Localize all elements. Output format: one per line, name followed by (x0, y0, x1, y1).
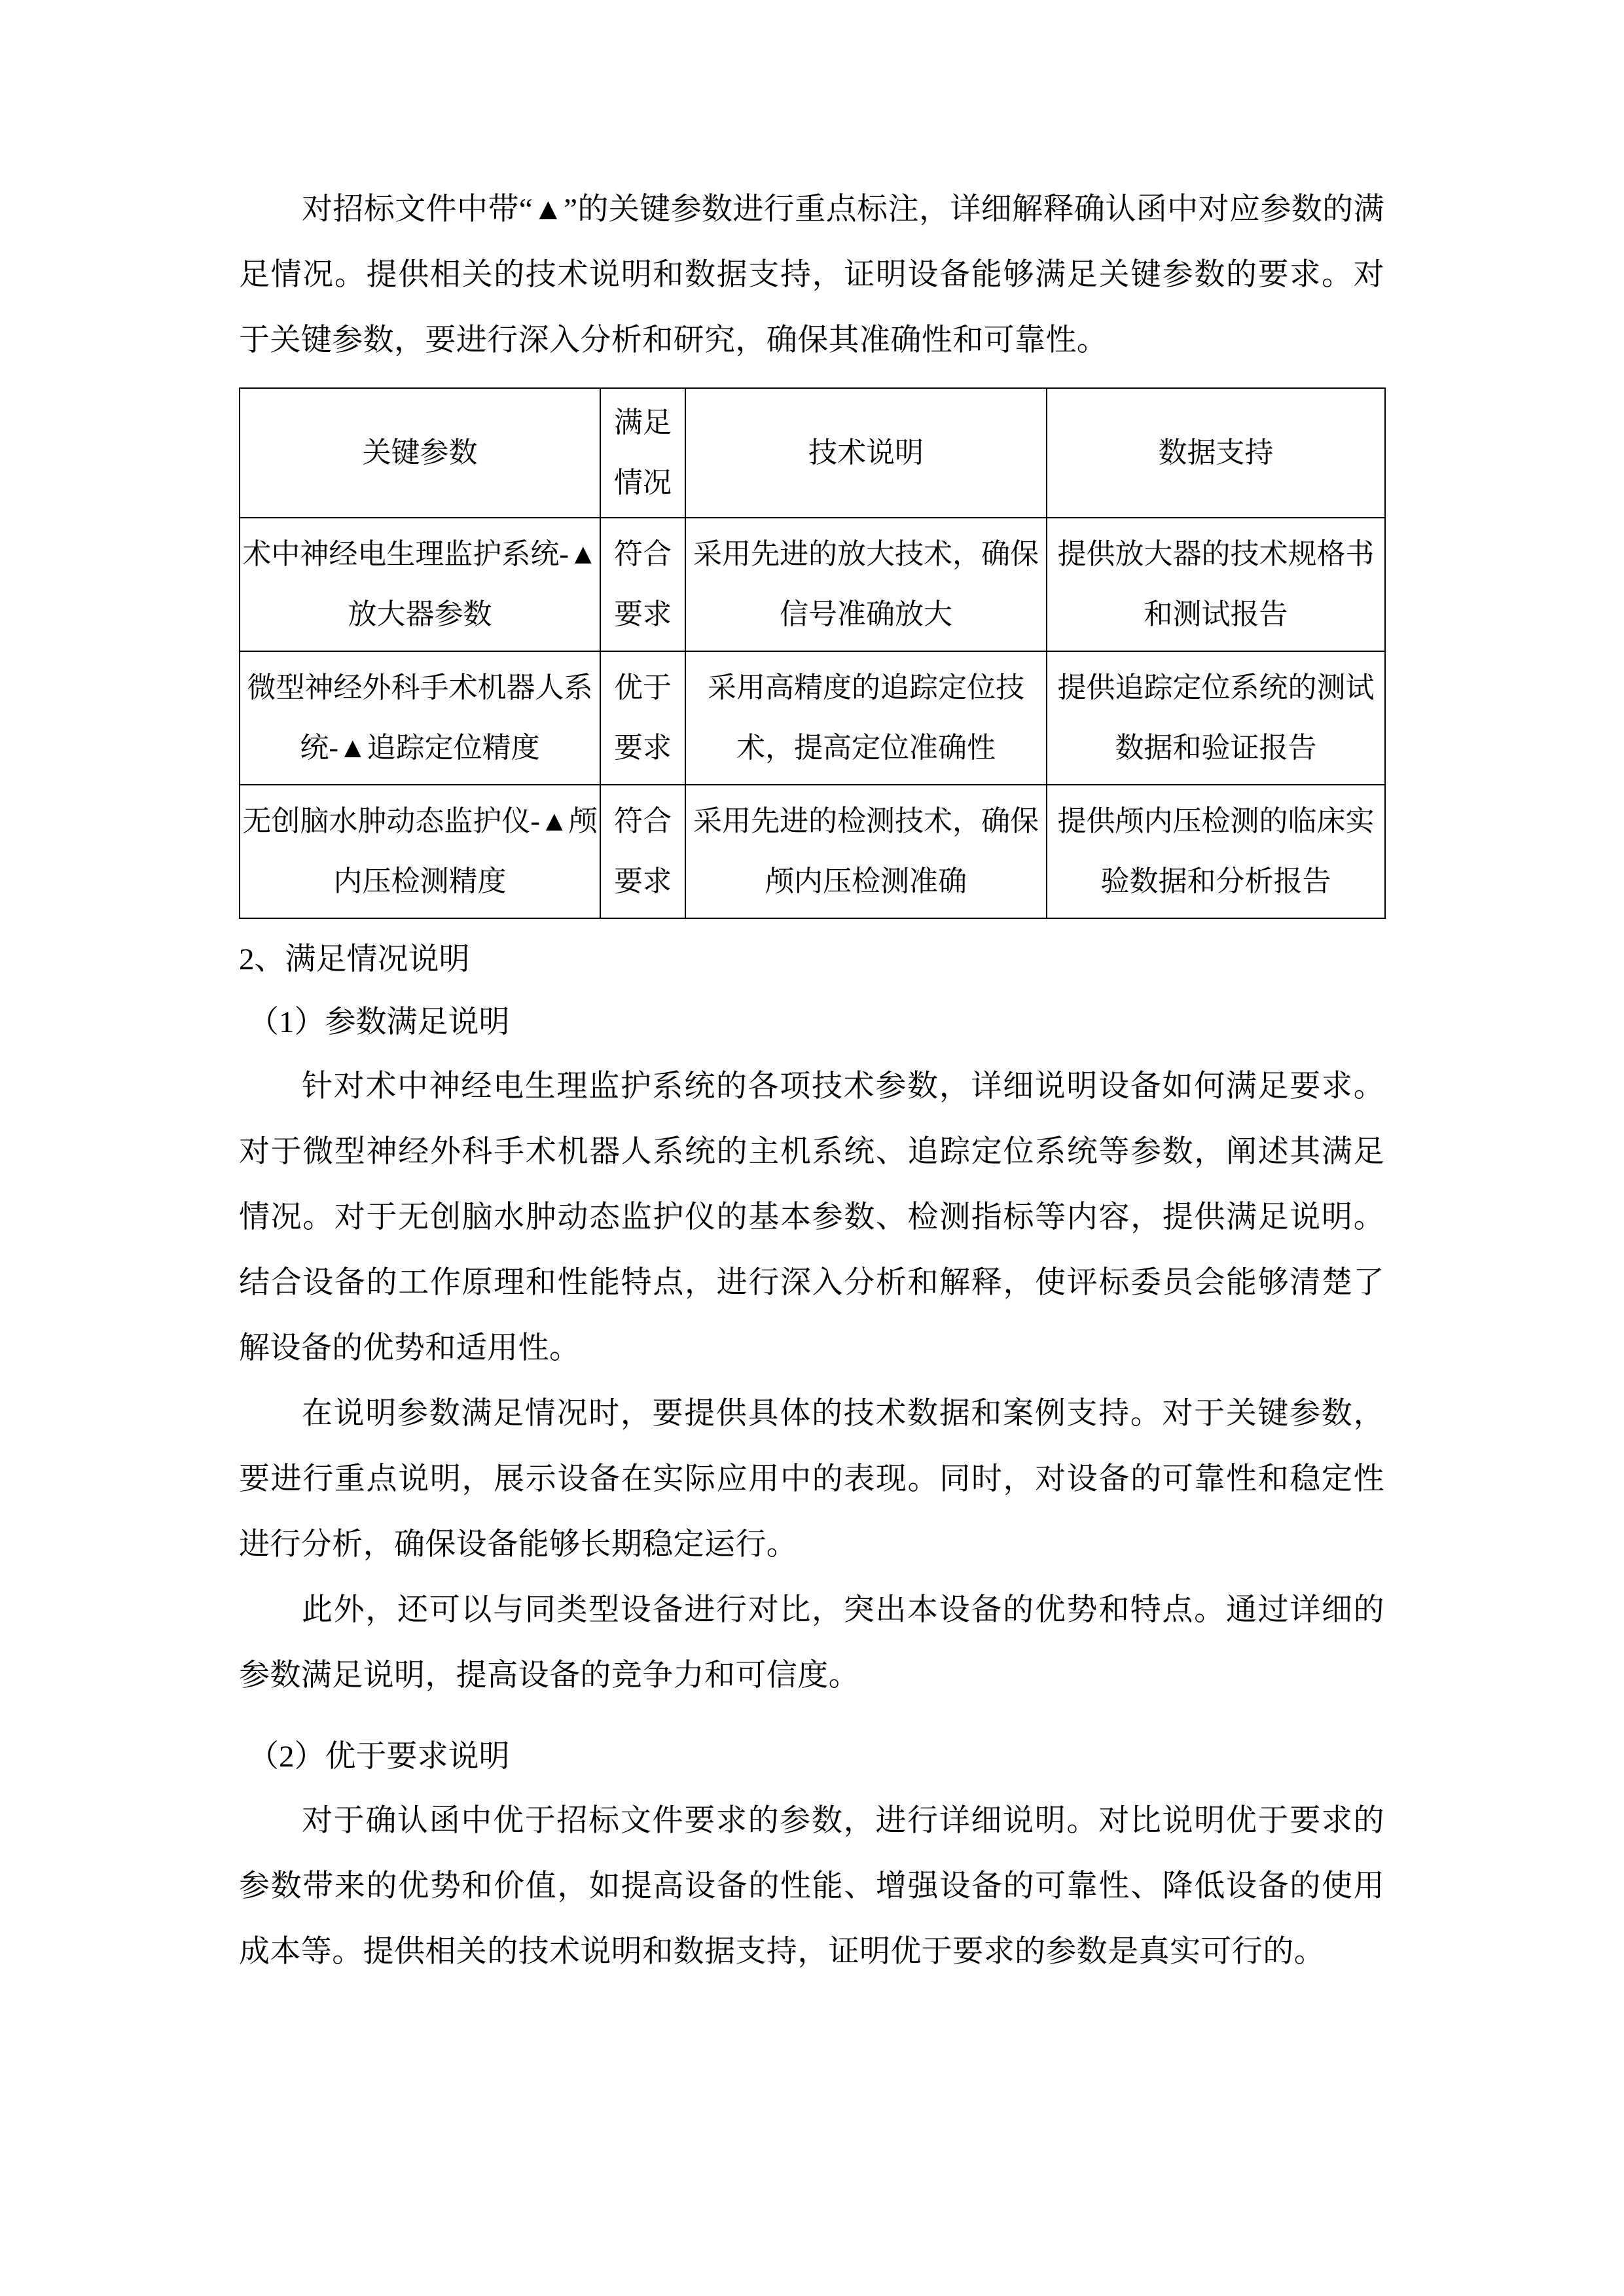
cell-compliance: 符合要求 (600, 785, 685, 918)
cell-data-support: 提供放大器的技术规格书和测试报告 (1047, 518, 1385, 651)
cell-parameter: 术中神经电生理监护系统-▲放大器参数 (240, 518, 600, 651)
subsection-heading-2: （2）优于要求说明 (248, 1740, 510, 1774)
cell-technical-note: 采用高精度的追踪定位技术，提高定位准确性 (685, 651, 1047, 785)
subsection-heading-1: （1）参数满足说明 (248, 1005, 510, 1039)
table-row (240, 518, 1385, 651)
cell-data-support: 提供追踪定位系统的测试数据和验证报告 (1047, 651, 1385, 785)
table-header-row (240, 388, 1385, 518)
cell-compliance: 优于要求 (600, 651, 685, 785)
cell-data-support: 提供颅内压检测的临床实验数据和分析报告 (1047, 785, 1385, 918)
section-heading-2: 2、满足情况说明 (239, 942, 470, 977)
table-header-compliance: 满足情况 (600, 388, 685, 518)
cell-parameter: 微型神经外科手术机器人系统-▲追踪定位精度 (240, 651, 600, 785)
section-spacer (239, 1708, 1384, 1725)
cell-technical-note: 采用先进的检测技术，确保颅内压检测准确 (685, 785, 1047, 918)
subsection-1-paragraph-3: 此外，还可以与同类型设备进行对比，突出本设备的优势和特点。通过详细的参数满足说明，提高设备的竞争力和可信度。 (239, 1593, 1384, 1693)
cell-parameter: 无创脑水肿动态监护仪-▲颅内压检测精度 (240, 785, 600, 918)
key-parameter-table (239, 387, 1386, 919)
table-row (240, 785, 1385, 918)
cell-compliance: 符合要求 (600, 518, 685, 651)
subsection-1-paragraph-1: 针对术中神经电生理监护系统的各项技术参数，详细说明设备如何满足要求。对于微型神经外科手术机器人系统的主机系统、追踪定位系统等参数，阐述其满足情况。对于无创脑水肿动态监护仪的基本参数、检测指标等内容，提供满足说明。结合设备的工作原理和性能特点，进行深入分析和解释，使评标委员会能够清楚了解设备的优势和适用性。 (239, 1069, 1384, 1365)
table-header-technical-note: 技术说明 (685, 388, 1047, 518)
page-content (239, 177, 1384, 1984)
cell-technical-note: 采用先进的放大技术，确保信号准确放大 (685, 518, 1047, 651)
subsection-1-paragraph-2: 在说明参数满足情况时，要提供具体的技术数据和案例支持。对于关键参数，要进行重点说明，展示设备在实际应用中的表现。同时，对设备的可靠性和稳定性进行分析，确保设备能够长期稳定运行。 (239, 1397, 1384, 1562)
intro-paragraph: 对招标文件中带“▲”的关键参数进行重点标注，详细解释确认函中对应参数的满足情况。提供相关的技术说明和数据支持，证明设备能够满足关键参数的要求。对于关键参数，要进行深入分析和研究，确保其准确性和可靠性。 (239, 192, 1384, 357)
table-header-parameter: 关键参数 (240, 388, 600, 518)
subsection-2-paragraph-1: 对于确认函中优于招标文件要求的参数，进行详细说明。对比说明优于要求的参数带来的优势和价值，如提高设备的性能、增强设备的可靠性、降低设备的使用成本等。提供相关的技术说明和数据支持，证明优于要求的参数是真实可行的。 (239, 1804, 1384, 1969)
table-row (240, 651, 1385, 785)
table-header-data-support: 数据支持 (1047, 388, 1385, 518)
